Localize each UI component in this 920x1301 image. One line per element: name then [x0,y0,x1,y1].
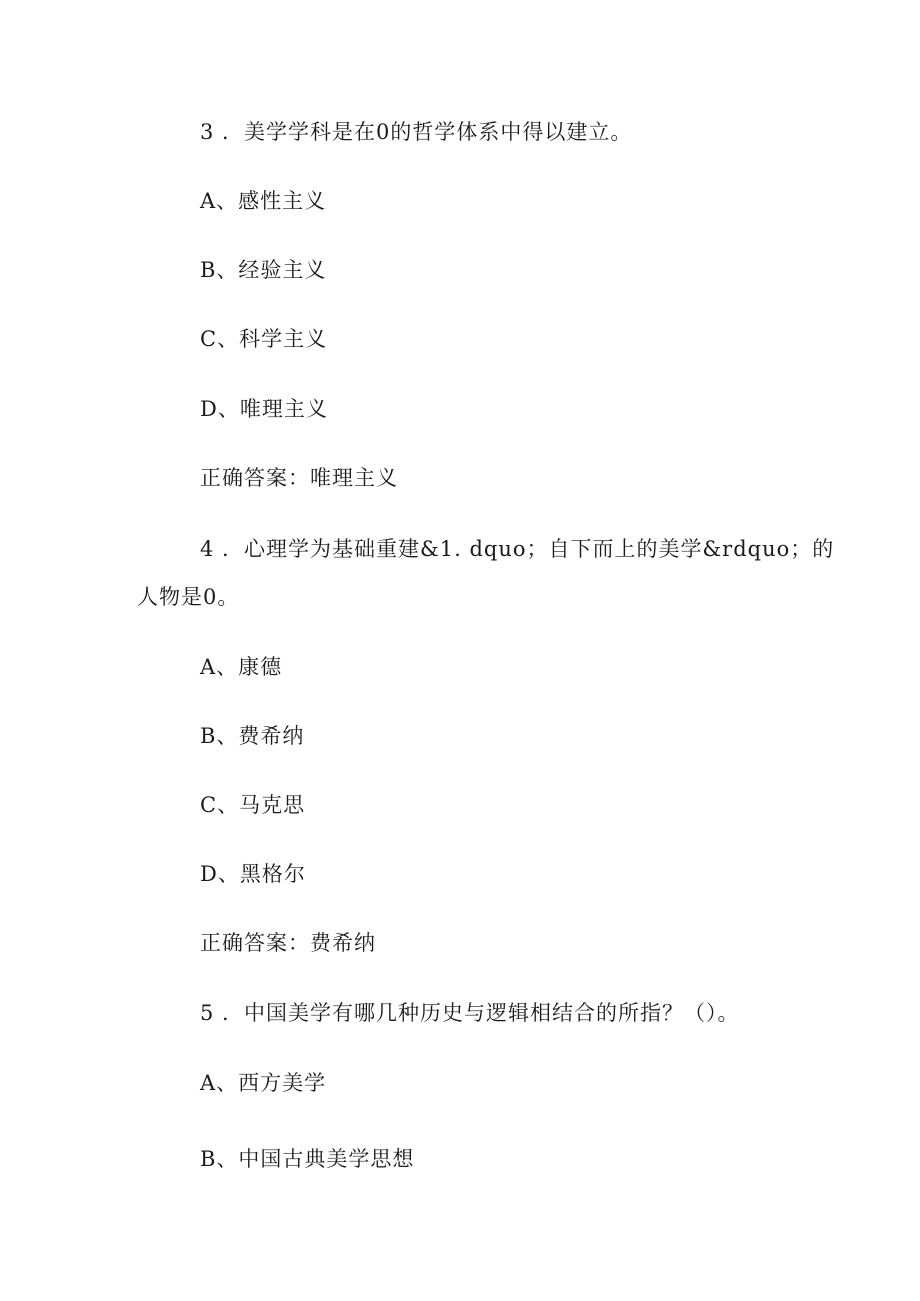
question-4-option-b: B、费希纳 [200,724,305,748]
question-3-stem: 3 ．美学学科是在0的哲学体系中得以建立。 [200,120,633,144]
question-4-stem-line1: 4 ．心理学为基础重建&1. dquo；自下而上的美学&rdquo；的 [200,537,835,561]
question-4-answer: 正确答案：费希纳 [200,931,376,955]
question-4-option-c: C、马克思 [200,793,306,817]
question-5-option-b: B、中国古典美学思想 [200,1147,415,1171]
question-3-option-a: A、感性主义 [200,189,327,213]
question-5-stem: 5 ．中国美学有哪几种历史与逻辑相结合的所指？（）。 [200,1001,740,1025]
question-3-option-b: B、经验主义 [200,258,327,282]
question-5-option-a: A、西方美学 [200,1071,327,1095]
question-4-option-d: D、黑格尔 [200,862,306,886]
question-4-option-a: A、康德 [200,655,283,679]
question-3-option-d: D、唯理主义 [200,397,328,421]
question-3-option-c: C、科学主义 [200,327,328,351]
question-3-answer: 正确答案：唯理主义 [200,466,398,490]
question-4-stem-line2: 人物是0。 [137,585,240,609]
